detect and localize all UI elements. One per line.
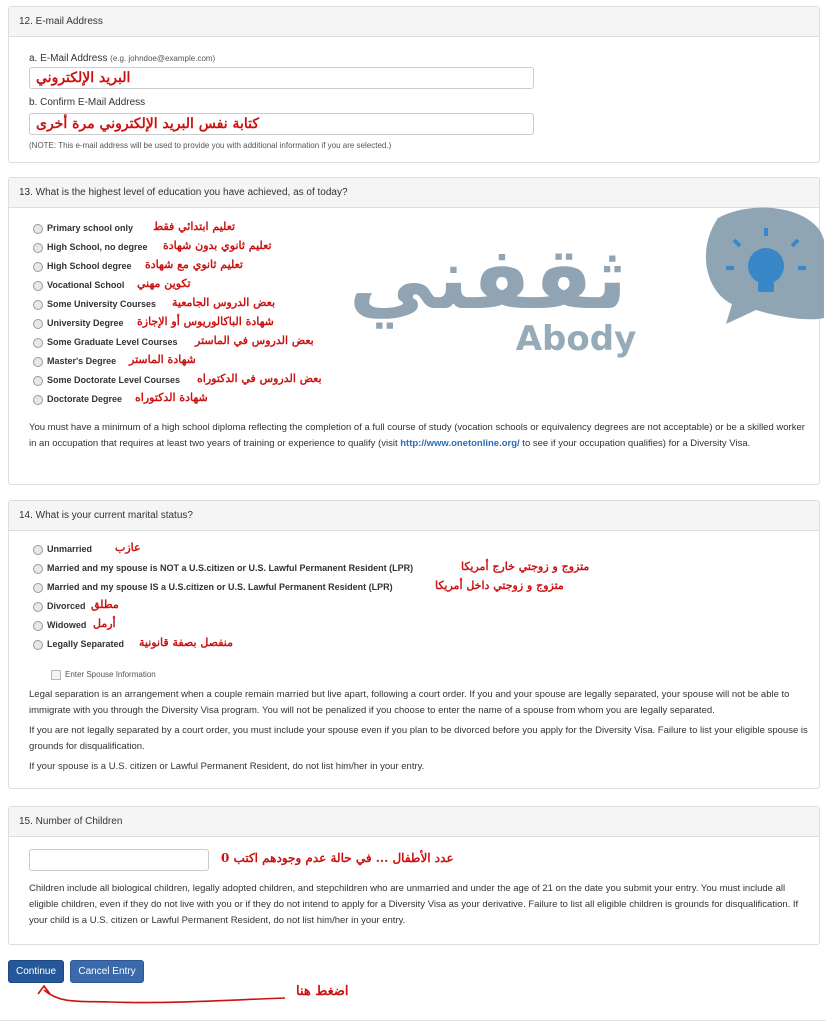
watermark-latin: Abody (515, 319, 637, 359)
marital-option-label: Divorced (47, 601, 86, 611)
legal-separation-paragraph: Legal separation is an arrangement when a couple remain married but live apart, following a court order. If you and your spouse are legally separated, your spouse will not be able to immigrate with you through the Diversity Visa program. You will not be penalized if you choose to enter the name of a spouse from whom you are legally separated. (29, 689, 790, 716)
education-option-note: تكوين مهني (137, 277, 191, 290)
marital-radio[interactable] (33, 602, 43, 612)
education-option-note: بعض الدروس الجامعية (172, 296, 276, 309)
education-panel (8, 177, 820, 485)
spouse-info-label: Enter Spouse Information (65, 670, 156, 679)
education-option-label: Doctorate Degree (47, 394, 123, 404)
bottom-divider (0, 1020, 826, 1021)
spouse-requirement-paragraph: If you are not legally separated by a court order, you must include your spouse even if you plan to be divorced before you apply for the Diversity Visa. Failure to list your eligible spouse is grounds for disqualification. (29, 725, 808, 752)
education-option-label: University Degree (47, 318, 124, 328)
education-info-text: You must have a minimum of a high school diploma reflecting the completion of a full course of study (vocation schools or equivalency degrees are not acceptable) or be a skilled worker in an occupation that requires at least two years of training or experience to qualify (visit (29, 422, 805, 449)
marital-option-note: منفصل بصفة قانونية (139, 636, 233, 649)
education-radio[interactable] (33, 319, 43, 329)
education-radio[interactable] (33, 395, 43, 405)
marital-option-label: Married and my spouse IS a U.S.citizen or U.S. Lawful Permanent Resident (LPR) (47, 582, 393, 592)
confirm-email-field-value: كتابة نفس البريد الإلكتروني مرة أخرى (36, 116, 260, 132)
education-option-note: شهادة الباكالوريوس أو الإجازة (137, 315, 274, 328)
marital-option-note: أرمل (93, 617, 116, 630)
education-radio[interactable] (33, 243, 43, 253)
marital-radio[interactable] (33, 583, 43, 593)
marital-option-note: مطلق (91, 598, 119, 611)
education-option-label: Some Graduate Level Courses (47, 337, 178, 347)
education-option-note: بعض الدروس في الماستر (195, 334, 314, 347)
confirm-email-label: b. Confirm E-Mail Address (29, 97, 146, 108)
education-panel-heading: 13. What is the highest level of education you have achieved, as of today? (9, 178, 819, 208)
education-option-note: تعليم ابتدائي فقط (153, 220, 236, 233)
email-label-text: a. E-Mail Address (29, 53, 108, 64)
education-radio[interactable] (33, 376, 43, 386)
education-option-label: Master's Degree (47, 356, 117, 366)
arrow-annotation (30, 980, 330, 1020)
spouse-citizen-paragraph: If your spouse is a U.S. citizen or Lawful Permanent Resident, do not list him/her in your entry. (29, 761, 425, 772)
education-option-note: شهادة الدكتوراه (135, 391, 208, 404)
marital-option-label: Married and my spouse is NOT a U.S.citizen or U.S. Lawful Permanent Resident (LPR) (47, 563, 414, 573)
education-option-label: Vocational School (47, 280, 125, 290)
education-radio[interactable] (33, 262, 43, 272)
marital-option-note: متزوج و زوجتي داخل أمريكا (435, 579, 564, 592)
education-option-note: شهادة الماستر (129, 353, 196, 366)
cancel-entry-button[interactable]: Cancel Entry (70, 960, 144, 983)
education-info-text-end: to see if your occupation qualifies) for a Diversity Visa. (519, 438, 751, 449)
marital-option-note: عازب (115, 541, 141, 554)
marital-radio[interactable] (33, 621, 43, 631)
marital-radio[interactable] (33, 545, 43, 555)
marital-radio[interactable] (33, 564, 43, 574)
email-panel-heading: 12. E-mail Address (9, 7, 819, 37)
children-note: عدد الأطفال ... في حالة عدم وجودهم اكتب 0 (221, 851, 454, 865)
education-radio[interactable] (33, 357, 43, 367)
marital-panel-heading: 14. What is your current marital status? (9, 501, 819, 531)
education-option-label: Some Doctorate Level Courses (47, 375, 181, 385)
children-paragraph: Children include all biological children, legally adopted children, and stepchildren who are unmarried and under the age of 21 on the date you submit your entry. You must include all eligible children, even if they do not live with you or if they do not intend to apply for a Diversity Visa as your derivative. Failure to list all eligible children is grounds for disqualification. If your child is a U.S. citizen or Lawful Permanent Resident, do not list him/her in your entry. (29, 883, 799, 926)
marital-radio[interactable] (33, 640, 43, 650)
education-option-label: Primary school only (47, 223, 134, 233)
spouse-info-checkbox[interactable] (51, 670, 61, 680)
education-option-label: Some University Courses (47, 299, 157, 309)
marital-option-label: Unmarried (47, 544, 93, 554)
education-option-label: High School degree (47, 261, 132, 271)
marital-option-note: متزوج و زوجتي خارج أمريكا (461, 560, 590, 573)
email-label (29, 53, 215, 64)
email-field[interactable] (29, 67, 534, 89)
email-panel (8, 6, 820, 163)
marital-option-label: Widowed (47, 620, 87, 630)
education-info (29, 420, 809, 452)
education-option-note: تعليم ثانوي بدون شهادة (163, 239, 272, 252)
children-count-input[interactable] (29, 849, 209, 871)
marital-panel (8, 500, 820, 789)
marital-option-label: Legally Separated (47, 639, 125, 649)
confirm-email-field[interactable] (29, 113, 534, 135)
education-option-label: High School, no degree (47, 242, 148, 252)
click-here-note: اضغط هنا (296, 984, 349, 999)
children-panel (8, 806, 820, 945)
continue-button[interactable]: Continue (8, 960, 64, 983)
education-radio[interactable] (33, 224, 43, 234)
education-radio[interactable] (33, 300, 43, 310)
email-note: (NOTE: This e-mail address will be used to provide you with additional information if you are selected.) (29, 141, 392, 150)
email-field-value: البريد الإلكتروني (36, 70, 131, 86)
onetonline-link[interactable]: http://www.onetonline.org/ (400, 438, 520, 449)
email-label-hint: (e.g. johndoe@example.com) (110, 54, 216, 63)
watermark-arabic: ثقفني (348, 229, 628, 329)
education-radio[interactable] (33, 281, 43, 291)
education-option-note: تعليم ثانوي مع شهادة (145, 258, 243, 271)
children-panel-heading: 15. Number of Children (9, 807, 819, 837)
education-radio[interactable] (33, 338, 43, 348)
education-option-note: بعض الدروس في الدكتوراه (197, 372, 322, 385)
